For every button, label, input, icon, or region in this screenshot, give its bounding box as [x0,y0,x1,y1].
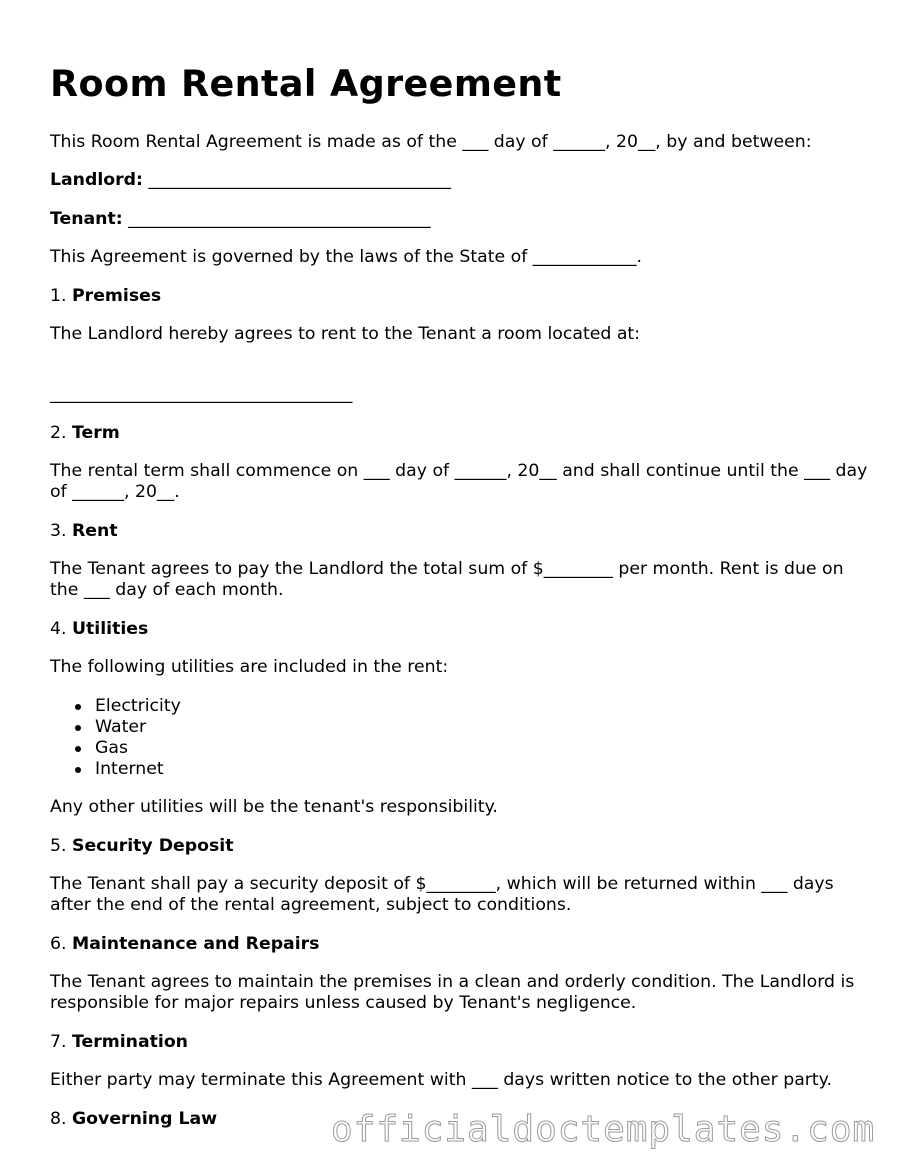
tenant-blank: ___________________________________ [128,208,431,229]
section-heading-deposit [50,836,870,857]
premises-text: The Landlord hereby agrees to rent to the Tenant a room located at: [50,324,641,345]
list-item: Electricity [95,696,870,717]
premises-address-blank: ___________________________________ [50,384,353,405]
section-number: 7. [50,1031,67,1052]
landlord-blank: ___________________________________ [148,170,451,191]
section-title: Utilities [72,618,149,639]
section-title: Maintenance and Repairs [72,933,320,954]
section-number: 1. [50,285,67,306]
document-title: Room Rental Agreement [50,62,562,105]
utilities-list [50,696,870,780]
section-number: 6. [50,933,67,954]
section-number: 5. [50,835,67,856]
document-page [50,62,870,1147]
intro-paragraph: This Room Rental Agreement is made as of the ___ day of ______, 20__, by and between: [50,131,812,152]
section-title: Security Deposit [72,835,234,856]
section-heading-maintenance [50,934,870,955]
landlord-line [50,170,870,191]
section-number: 8. [50,1108,67,1129]
section-heading-term [50,423,870,444]
governing-intro: This Agreement is governed by the laws of the State of ____________. [50,247,642,268]
section-heading-premises [50,286,870,307]
section-title: Rent [72,520,118,541]
utilities-text: The following utilities are included in the rent: [50,657,449,678]
list-item: Water [95,717,870,738]
deposit-text: The Tenant shall pay a security deposit of $________, which will be returned within ___ days after the end of the rental agreement, subject to conditions. [50,874,834,916]
section-heading-rent [50,521,870,542]
termination-text: Either party may terminate this Agreement with ___ days written notice to the other party. [50,1070,832,1091]
section-number: 4. [50,618,67,639]
tenant-line [50,209,870,230]
tenant-label: Tenant: [50,208,123,229]
list-item: Internet [95,759,870,780]
section-title: Term [72,422,120,443]
term-text: The rental term shall commence on ___ day of ______, 20__ and shall continue until the ___ day of ______, 20__. [50,461,868,503]
section-title: Premises [72,285,162,306]
section-title: Governing Law [72,1108,218,1129]
section-title: Termination [72,1031,188,1052]
watermark: officialdoctemplates.com [331,1109,876,1150]
utilities-note: Any other utilities will be the tenant's responsibility. [50,797,498,818]
list-item: Gas [95,738,870,759]
section-number: 3. [50,520,67,541]
maintenance-text: The Tenant agrees to maintain the premises in a clean and orderly condition. The Landlord is responsible for major repairs unless caused by Tenant's negligence. [50,972,855,1014]
section-heading-utilities [50,619,870,640]
section-number: 2. [50,422,67,443]
landlord-label: Landlord: [50,170,143,191]
section-heading-termination [50,1032,870,1053]
rent-text: The Tenant agrees to pay the Landlord the total sum of $________ per month. Rent is due on the ___ day of each month. [50,559,844,601]
